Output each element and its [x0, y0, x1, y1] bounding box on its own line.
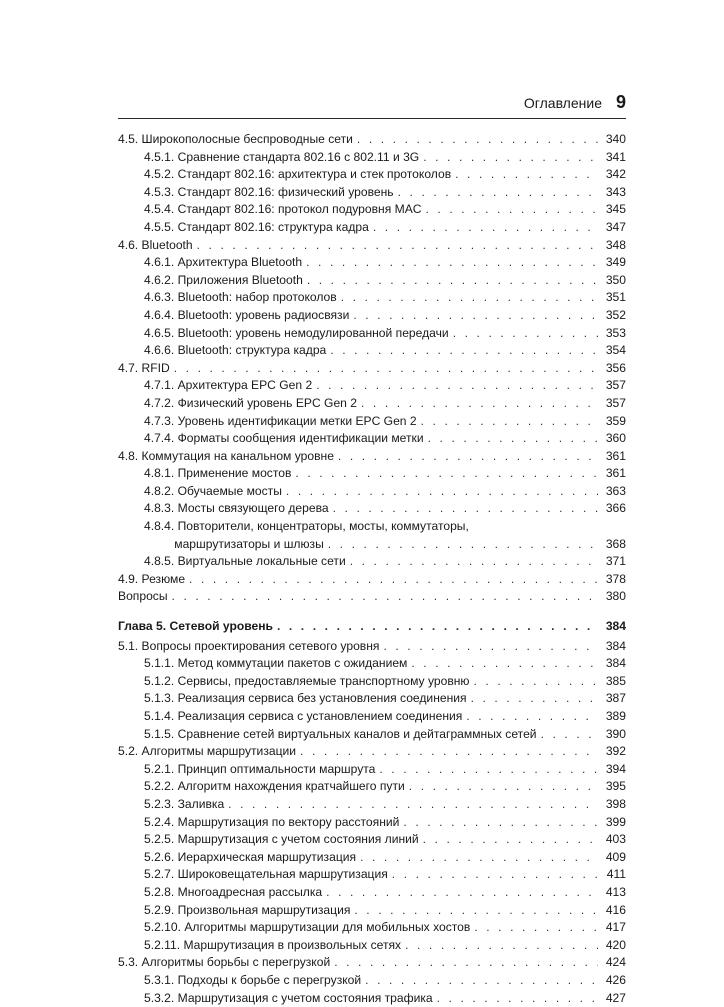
- leader-dots: [392, 866, 598, 884]
- toc-entry-title: 4.6.3. Bluetooth: набор протоколов: [144, 289, 337, 307]
- toc-entry: [118, 430, 626, 448]
- leader-dots: [361, 395, 598, 413]
- toc-entry: [118, 831, 626, 849]
- toc-entry: [118, 655, 626, 673]
- toc-entry-title: 4.6.2. Приложения Bluetooth: [144, 272, 303, 290]
- leader-dots: [455, 166, 598, 184]
- toc-entry: [118, 131, 626, 149]
- toc-page-number: 384: [602, 618, 626, 636]
- toc-entry: [118, 638, 626, 656]
- toc-entry: [118, 272, 626, 290]
- toc-entry-title: 4.6.1. Архитектура Bluetooth: [144, 254, 302, 272]
- toc-entry-title-cont: маршрутизаторы и шлюзы: [174, 536, 324, 554]
- toc-entry: [118, 673, 626, 691]
- toc-entry: [118, 902, 626, 920]
- leader-dots: [174, 360, 598, 378]
- leader-dots: [471, 690, 598, 708]
- toc-page-number: 348: [602, 237, 626, 255]
- toc-page-number: 366: [602, 500, 626, 518]
- toc-page-number: 359: [602, 413, 626, 431]
- toc-page-number: 340: [602, 131, 626, 149]
- toc-page-number: 380: [602, 588, 626, 606]
- toc-entry-title: 4.8.3. Мосты связующего дерева: [144, 500, 329, 518]
- leader-dots: [379, 761, 598, 779]
- toc-page-number: 342: [602, 166, 626, 184]
- toc-entry-title: 5.2. Алгоритмы маршрутизации: [118, 743, 296, 761]
- leader-dots: [334, 954, 598, 972]
- toc-page-number: 392: [602, 743, 626, 761]
- toc-page-number: 403: [602, 831, 626, 849]
- toc-entry: [118, 884, 626, 902]
- toc-page-number: 424: [602, 954, 626, 972]
- toc-entry-title: 4.7.3. Уровень идентификации метки EPC Gen 2: [144, 413, 417, 431]
- toc-entry: [118, 360, 626, 378]
- toc-entry-title: 4.7.2. Физический уровень EPC Gen 2: [144, 395, 357, 413]
- toc-entry-title: 5.1.2. Сервисы, предоставляемые транспортному уровню: [144, 673, 470, 691]
- leader-dots: [307, 272, 598, 290]
- toc-page-number: 350: [602, 272, 626, 290]
- toc-entry-title: 5.1. Вопросы проектирования сетевого уровня: [118, 638, 379, 656]
- toc-entry-title: 4.5.3. Стандарт 802.16: физический уровень: [144, 184, 394, 202]
- toc-entry-title: 5.2.6. Иерархическая маршрутизация: [144, 849, 356, 867]
- toc-entry-title: 4.5.4. Стандарт 802.16: протокол подуровня MAC: [144, 201, 422, 219]
- leader-dots: [354, 902, 598, 920]
- leader-dots: [172, 588, 598, 606]
- leader-dots: [286, 483, 598, 501]
- leader-dots: [353, 307, 598, 325]
- toc-page-number: 387: [602, 690, 626, 708]
- toc-entry-title: 5.2.4. Маршрутизация по вектору расстояний: [144, 814, 399, 832]
- toc-entry-title: 4.6.4. Bluetooth: уровень радиосвязи: [144, 307, 349, 325]
- toc-page-number: 384: [602, 655, 626, 673]
- toc-entry-title: 5.1.1. Метод коммутации пакетов с ожиданием: [144, 655, 407, 673]
- toc-page-number: 385: [602, 673, 626, 691]
- toc-page-number: 389: [602, 708, 626, 726]
- toc-entry: [118, 201, 626, 219]
- leader-dots: [423, 831, 598, 849]
- toc-page-number: 347: [602, 219, 626, 237]
- toc-entry-title: 4.9. Резюме: [118, 571, 185, 589]
- leader-dots: [383, 638, 598, 656]
- toc-page-number: 349: [602, 254, 626, 272]
- toc-page-number: 357: [602, 377, 626, 395]
- toc-entry-title: 4.8.4. Повторители, концентраторы, мосты, коммутаторы,: [144, 518, 626, 536]
- toc-entry: [118, 796, 626, 814]
- toc-entry: [118, 413, 626, 431]
- toc-page-number: 361: [602, 448, 626, 466]
- leader-dots: [350, 553, 598, 571]
- toc-entry-title: 4.7. RFID: [118, 360, 170, 378]
- toc-entry: [118, 518, 626, 553]
- toc-page-number: 353: [602, 325, 626, 343]
- toc-entry: [118, 483, 626, 501]
- toc-page-number: 427: [602, 990, 626, 1007]
- toc-entry: [118, 307, 626, 325]
- leader-dots: [328, 536, 598, 554]
- toc-entry: [118, 990, 626, 1007]
- toc-entry: [118, 342, 626, 360]
- leader-dots: [409, 778, 598, 796]
- toc-page-number: 378: [602, 571, 626, 589]
- toc-entry-title: Вопросы: [118, 588, 168, 606]
- toc-entry: [118, 726, 626, 744]
- leader-dots: [437, 990, 598, 1007]
- leader-dots: [411, 655, 598, 673]
- toc-page-number: 371: [602, 553, 626, 571]
- table-of-contents: [118, 131, 626, 1007]
- toc-entry: [118, 184, 626, 202]
- toc-entry-title: 5.2.1. Принцип оптимальности маршрута: [144, 761, 375, 779]
- toc-entry-title: 4.5.2. Стандарт 802.16: архитектура и стек протоколов: [144, 166, 451, 184]
- toc-page-number: 394: [602, 761, 626, 779]
- toc-entry-title: 5.3.1. Подходы к борьбе с перегрузкой: [144, 972, 361, 990]
- leader-dots: [426, 201, 599, 219]
- toc-page-number: 413: [602, 884, 626, 902]
- toc-entry-title: 5.2.2. Алгоритм нахождения кратчайшего пути: [144, 778, 405, 796]
- leader-dots: [316, 377, 598, 395]
- toc-page-number: 361: [602, 465, 626, 483]
- leader-dots: [474, 919, 598, 937]
- toc-entry-title: 5.2.10. Алгоритмы маршрутизации для мобильных хостов: [144, 919, 470, 937]
- toc-entry: [118, 219, 626, 237]
- toc-entry: [118, 289, 626, 307]
- leader-dots: [277, 618, 598, 636]
- toc-page-number: 420: [602, 937, 626, 955]
- toc-entry: [118, 972, 626, 990]
- leader-dots: [228, 796, 598, 814]
- toc-entry: [118, 325, 626, 343]
- toc-entry-title: 4.5.5. Стандарт 802.16: структура кадра: [144, 219, 369, 237]
- toc-entry: [118, 588, 626, 606]
- leader-dots: [197, 237, 598, 255]
- toc-entry-title: 5.3. Алгоритмы борьбы с перегрузкой: [118, 954, 330, 972]
- page-number: 9: [616, 92, 626, 113]
- toc-page-number: 360: [602, 430, 626, 448]
- leader-dots: [295, 465, 598, 483]
- leader-dots: [428, 430, 598, 448]
- toc-chapter: [118, 618, 626, 636]
- toc-page-number: 345: [602, 201, 626, 219]
- leader-dots: [341, 289, 598, 307]
- toc-page-number: 416: [602, 902, 626, 920]
- toc-page-number: 368: [602, 536, 626, 554]
- toc-entry: [118, 866, 626, 884]
- toc-entry: [118, 814, 626, 832]
- toc-entry-title: 5.1.3. Реализация сервиса без установления соединения: [144, 690, 467, 708]
- leader-dots: [403, 814, 598, 832]
- toc-page-number: 343: [602, 184, 626, 202]
- leader-dots: [360, 849, 598, 867]
- toc-page-number: 356: [602, 360, 626, 378]
- leader-dots: [306, 254, 598, 272]
- leader-dots: [338, 448, 598, 466]
- toc-page-number: 341: [602, 149, 626, 167]
- toc-entry-title: 4.8.1. Применение мостов: [144, 465, 291, 483]
- toc-entry: [118, 254, 626, 272]
- leader-dots: [421, 413, 598, 431]
- running-title: Оглавление: [524, 95, 602, 111]
- toc-entry: [118, 377, 626, 395]
- toc-page-number: 398: [602, 796, 626, 814]
- toc-page-number: 426: [602, 972, 626, 990]
- toc-entry-title: 4.6.5. Bluetooth: уровень немодулированной передачи: [144, 325, 449, 343]
- leader-dots: [541, 726, 598, 744]
- leader-dots: [330, 342, 598, 360]
- leader-dots: [398, 184, 598, 202]
- toc-entry: [118, 149, 626, 167]
- toc-entry-title: 5.2.7. Широковещательная маршрутизация: [144, 866, 388, 884]
- toc-page-number: 351: [602, 289, 626, 307]
- toc-entry: [118, 237, 626, 255]
- toc-entry-title: 5.2.3. Заливка: [144, 796, 224, 814]
- header-rule: [118, 118, 626, 119]
- toc-entry: [118, 448, 626, 466]
- leader-dots: [326, 884, 598, 902]
- toc-entry-title: 4.7.4. Форматы сообщения идентификации метки: [144, 430, 424, 448]
- toc-entry-title: 5.2.8. Многоадресная рассылка: [144, 884, 322, 902]
- toc-entry-title: 4.5. Широкополосные беспроводные сети: [118, 131, 353, 149]
- toc-entry-title: 4.5.1. Сравнение стандарта 802.16 с 802.11 и 3G: [144, 149, 419, 167]
- toc-page-number: 399: [602, 814, 626, 832]
- toc-page-number: 417: [602, 919, 626, 937]
- toc-entry-title: 4.8.2. Обучаемые мосты: [144, 483, 282, 501]
- toc-entry-title: 5.2.9. Произвольная маршрутизация: [144, 902, 350, 920]
- toc-entry-title: 5.2.5. Маршрутизация с учетом состояния линий: [144, 831, 419, 849]
- toc-entry: [118, 778, 626, 796]
- toc-entry: [118, 571, 626, 589]
- toc-entry-title: 5.1.4. Реализация сервиса с установлением соединения: [144, 708, 462, 726]
- page-header: [118, 92, 626, 116]
- leader-dots: [466, 708, 598, 726]
- toc-entry: [118, 937, 626, 955]
- toc-entry-title: 5.3.2. Маршрутизация с учетом состояния трафика: [144, 990, 433, 1007]
- toc-page-number: 395: [602, 778, 626, 796]
- toc-entry: [118, 500, 626, 518]
- leader-dots: [423, 149, 598, 167]
- toc-entry: [118, 166, 626, 184]
- toc-page-number: 363: [602, 483, 626, 501]
- toc-page-number: 384: [602, 638, 626, 656]
- toc-page-number: 411: [602, 866, 626, 884]
- toc-entry: [118, 954, 626, 972]
- leader-dots: [405, 937, 598, 955]
- toc-entry-title: 5.2.11. Маршрутизация в произвольных сетях: [144, 937, 401, 955]
- leader-dots: [189, 571, 598, 589]
- leader-dots: [333, 500, 598, 518]
- toc-page-number: 354: [602, 342, 626, 360]
- leader-dots: [300, 743, 598, 761]
- toc-entry: [118, 465, 626, 483]
- leader-dots: [474, 673, 599, 691]
- toc-entry: [118, 690, 626, 708]
- toc-entry: [118, 743, 626, 761]
- toc-entry: [118, 708, 626, 726]
- toc-entry: [118, 395, 626, 413]
- toc-entry: [118, 553, 626, 571]
- toc-entry: [118, 849, 626, 867]
- toc-entry-title: 5.1.5. Сравнение сетей виртуальных каналов и дейтаграммных сетей: [144, 726, 537, 744]
- toc-entry: [118, 919, 626, 937]
- toc-entry-title: 4.8.5. Виртуальные локальные сети: [144, 553, 346, 571]
- leader-dots: [357, 131, 598, 149]
- toc-page-number: 409: [602, 849, 626, 867]
- toc-page-number: 352: [602, 307, 626, 325]
- leader-dots: [453, 325, 598, 343]
- toc-entry-title: Глава 5. Сетевой уровень: [118, 618, 273, 636]
- leader-dots: [373, 219, 598, 237]
- toc-entry-title: 4.7.1. Архитектура EPC Gen 2: [144, 377, 312, 395]
- toc-page-number: 390: [602, 726, 626, 744]
- toc-entry: [118, 761, 626, 779]
- leader-dots: [365, 972, 598, 990]
- toc-page-number: 357: [602, 395, 626, 413]
- toc-entry-title: 4.6.6. Bluetooth: структура кадра: [144, 342, 326, 360]
- toc-entry-title: 4.8. Коммутация на канальном уровне: [118, 448, 334, 466]
- toc-entry-title: 4.6. Bluetooth: [118, 237, 193, 255]
